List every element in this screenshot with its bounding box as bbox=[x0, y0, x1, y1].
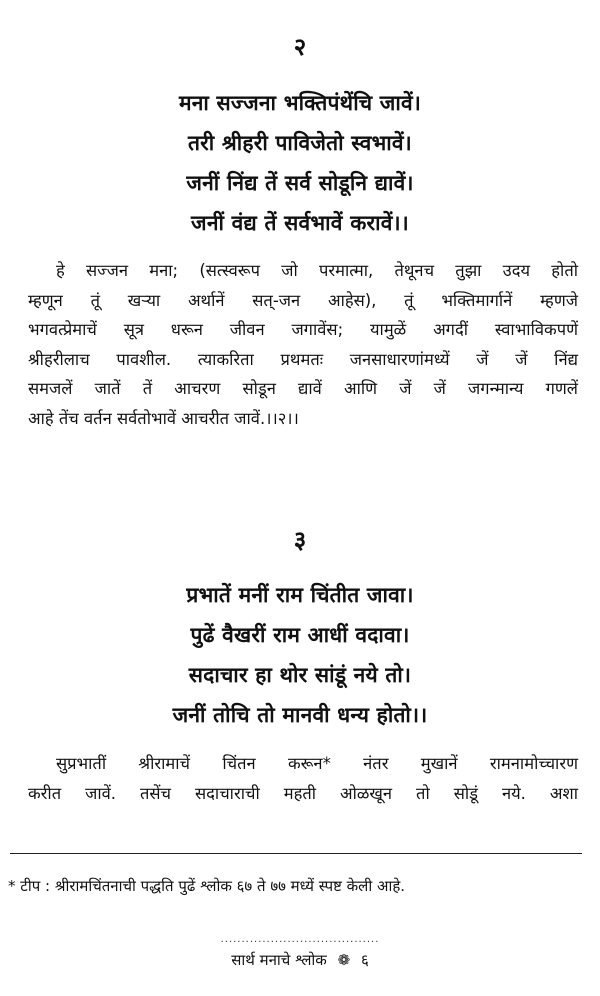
verse-line: तरी श्रीहरी पाविजेतो स्वभावें। bbox=[188, 131, 412, 155]
commentary-3 bbox=[28, 749, 578, 808]
footnote-divider bbox=[10, 853, 582, 854]
commentary-line: सुप्रभातीं श्रीरामाचें चिंतन करून* नंतर मुखानें रामनामोच्चारण bbox=[56, 754, 578, 773]
verse-line: मना सज्जना भक्तिपंथेंचि जावें। bbox=[178, 91, 422, 115]
commentary-line: म्हणून तूं खऱ्या अर्थानें सत्-जन आहेस), तूं भक्तिमार्गानें म्हणजे bbox=[28, 290, 578, 310]
verse-3 bbox=[0, 575, 600, 735]
running-footer bbox=[0, 950, 600, 970]
flower-ornament-icon: ❁ bbox=[337, 951, 351, 969]
verse-number-3: ३ bbox=[293, 526, 307, 554]
footer-dots: ...................................... bbox=[220, 934, 380, 945]
commentary-line: श्रीहरीलाच पावशील. त्याकरिता प्रथमतः जनसाधारणांमध्यें जें जें निंद्य bbox=[28, 349, 578, 369]
verse-line: जनीं निंद्य तें सर्व सोडूनि द्यावें। bbox=[186, 171, 414, 195]
commentary-line: हे सज्जन मना; (सत्स्वरूप जो परमात्मा, तेथूनच तुझा उदय होतो bbox=[56, 261, 578, 280]
book-title: सार्थ मनाचे श्लोक bbox=[231, 951, 327, 969]
footnote: * टीप : श्रीरामचिंतनाची पद्धति पुढें श्लोक ६७ ते ७७ मध्यें स्पष्ट केली आहे. bbox=[8, 877, 406, 895]
verse-number-2: २ bbox=[293, 33, 307, 61]
commentary-line: समजलें जातें तें आचरण सोडून द्यावें आणि जें जें जगन्मान्य गणलें bbox=[28, 379, 578, 398]
verse-line: जनीं तोचि तो मानवी धन्य होतो।। bbox=[172, 703, 428, 727]
verse-line: प्रभातें मनीं राम चिंतीत जावा। bbox=[186, 583, 414, 607]
commentary-line: आहे तेंच वर्तन सर्वतोभावें आचरीत जावें.।।२।। bbox=[28, 408, 299, 428]
page-number: ६ bbox=[360, 951, 369, 969]
commentary-2 bbox=[28, 256, 578, 433]
commentary-line: भगवत्प्रेमाचें सूत्र धरून जीवन जगावेंस; यामुळें अगदीं स्वाभाविकपणें bbox=[28, 320, 578, 339]
verse-line: पुढें वैखरीं राम आधीं वदावा। bbox=[190, 623, 410, 647]
commentary-line: करीत जावें. तसेंच सदाचाराची महती ओळखून तो सोडूं नये. अशा bbox=[28, 783, 578, 803]
verse-2 bbox=[0, 83, 600, 243]
verse-line: सदाचार हा थोर सांडूं नये तो। bbox=[188, 663, 412, 687]
verse-line: जनीं वंद्य तें सर्वभावें करावें।। bbox=[191, 211, 409, 235]
